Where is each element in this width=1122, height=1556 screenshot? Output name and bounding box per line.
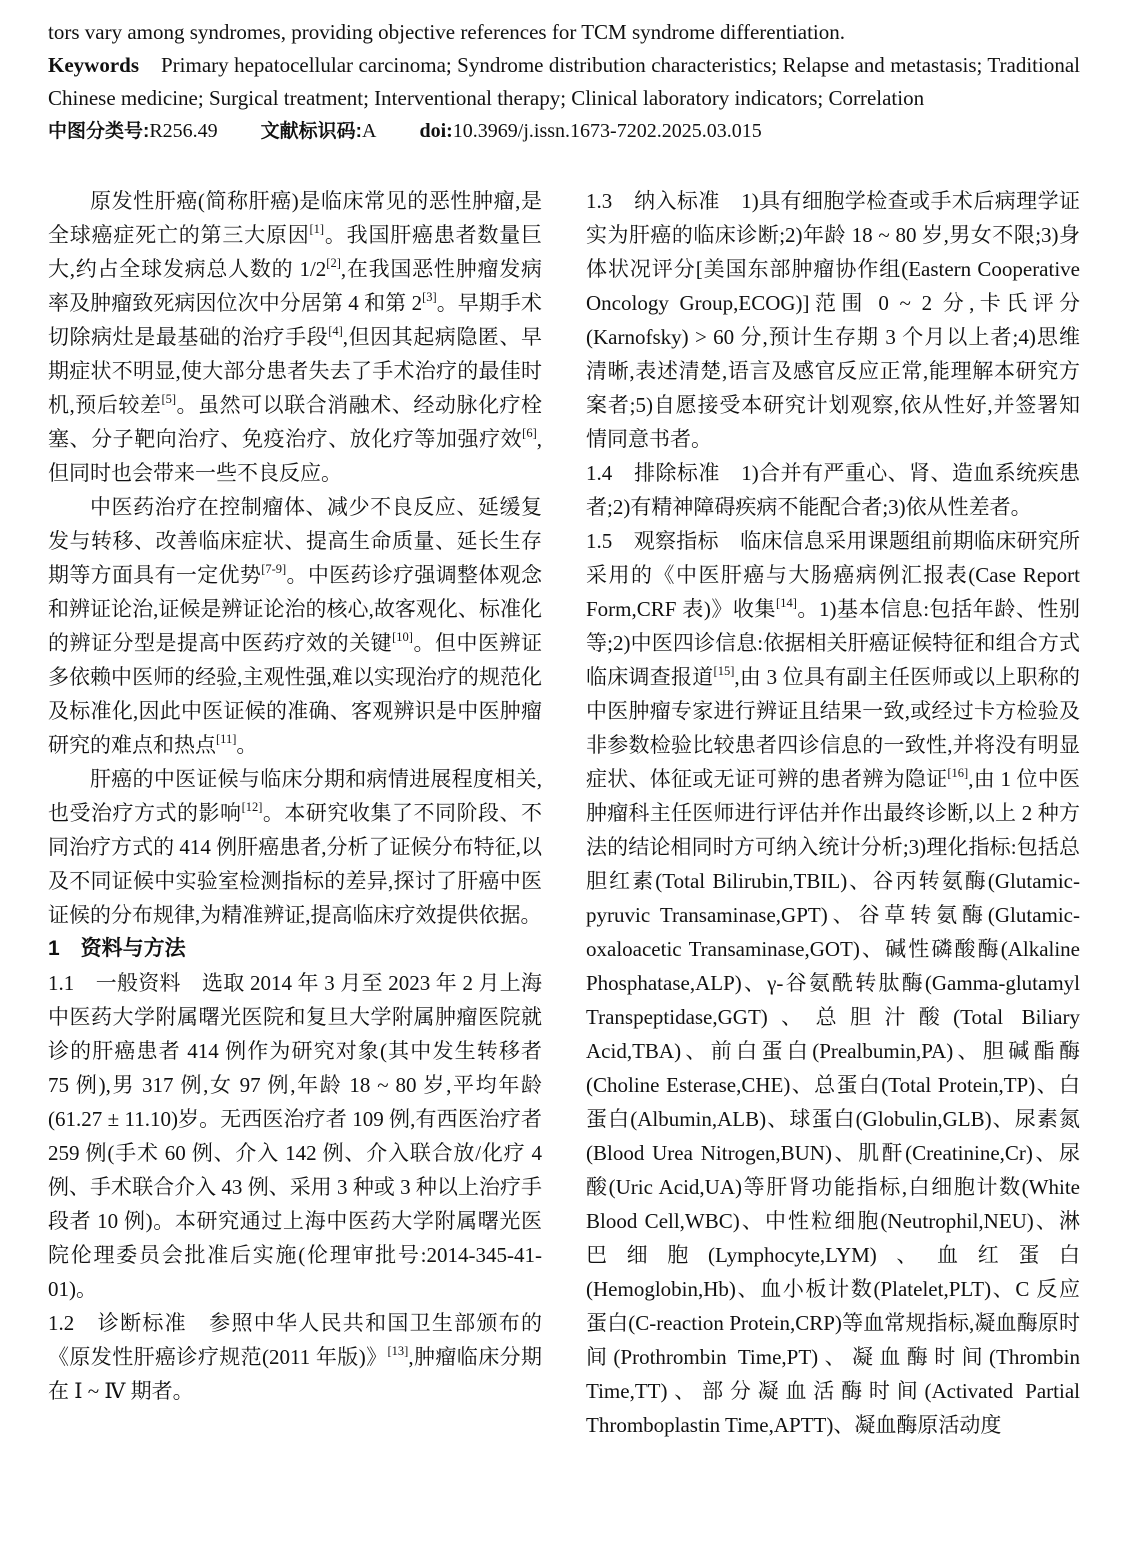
subsection-inclusion-criteria: 1.3 纳入标准 1)具有细胞学检查或手术后病理学证实为肝癌的临床诊断;2)年龄 18 ~ 80 岁,男女不限;3)身体状况评分[美国东部肿瘤协作组(Eastern Cooperative Oncology Group,ECOG)]范围 0 ~ 2 分,卡氏评分(Karnofsky) > 60 分,预计生存期 3 个月以上者;4)思维清晰,表述清楚,语言及感官反应正常,能理解本研究方案者;5)自愿接受本研究计划观察,依从性好,并签署知情同意书者。 bbox=[586, 189, 1080, 451]
classification-doi-line bbox=[48, 115, 1080, 148]
doi-group bbox=[419, 120, 761, 142]
subsection-exclusion-criteria: 1.4 排除标准 1)合并有严重心、肾、造血系统疾患者;2)有精神障碍疾病不能配合者;3)依从性差者。 bbox=[586, 461, 1080, 519]
section-heading-materials-methods: 1 资料与方法 bbox=[48, 937, 186, 960]
doc-code-label: 文献标识码: bbox=[260, 121, 362, 142]
doc-code-value: A bbox=[362, 120, 377, 142]
keywords-line bbox=[48, 49, 1080, 115]
article-header bbox=[48, 16, 1080, 148]
right-column bbox=[586, 184, 1080, 1442]
subsection-diagnostic-criteria: 1.2 诊断标准 参照中华人民共和国卫生部颁布的《原发性肝癌诊疗规范(2011 年版)》[13],肿瘤临床分期在 Ⅰ ~ Ⅳ 期者。 bbox=[48, 1311, 542, 1403]
doi-value: 10.3969/j.issn.1673-7202.2025.03.015 bbox=[452, 120, 762, 142]
subsection-observation-indicators: 1.5 观察指标 临床信息采用课题组前期临床研究所采用的《中医肝癌与大肠癌病例汇报表(Case Report Form,CRF 表)》收集[14]。1)基本信息:包括年龄、性别等;2)中医四诊信息:依据相关肝癌证候特征和组合方式临床调查报道[15],由 3 位具有副主任医师或以上职称的中医肿瘤专家进行辨证且结果一致,或经过卡方检验及非参数检验比较患者四诊信息的一致性,并将没有明显症状、体征或无证可辨的患者辨为隐证[16],由 1 位中医肿瘤科主任医师进行评估并作出最终诊断,以上 2 种方法的结论相同时方可纳入统计分析;3)理化指标:包括总胆红素(Total Bilirubin,TBIL)、谷丙转氨酶(Glutamic-pyruvic Transaminase,GPT)、谷草转氨酶(Glutamic-oxaloacetic Transaminase,GOT)、碱性磷酸酶(Alkaline Phosphatase,ALP)、γ-谷氨酰转肽酶(Gamma-glutamyl Transpeptidase,GGT)、总胆汁酸(Total Biliary Acid,TBA)、前白蛋白(Prealbumin,PA)、胆碱酯酶(Choline Esterase,CHE)、总蛋白(Total Protein,TP)、白蛋白(Albumin,ALB)、球蛋白(Globulin,GLB)、尿素氮(Blood Urea Nitrogen,BUN)、肌酐(Creatinine,Cr)、尿酸(Uric Acid,UA)等肝肾功能指标,白细胞计数(White Blood Cell,WBC)、中性粒细胞(Neutrophil,NEU)、淋巴细胞(Lymphocyte,LYM)、血红蛋白(Hemoglobin,Hb)、血小板计数(Platelet,PLT)、C 反应蛋白(C-reaction Protein,CRP)等血常规指标,凝血酶原时间(Prothrombin Time,PT)、凝血酶时间(Thrombin Time,TT)、部分凝血活酶时间(Activated Partial Thromboplastin Time,APTT)、凝血酶原活动度 bbox=[586, 529, 1081, 1437]
keywords-label: Keywords bbox=[48, 53, 139, 77]
clc-label: 中图分类号: bbox=[48, 121, 150, 142]
abstract-continuation-line: tors vary among syndromes, providing objective references for TCM syndrome differentiation. bbox=[48, 20, 846, 44]
left-column bbox=[48, 184, 542, 1442]
doi-label: doi: bbox=[419, 120, 453, 142]
intro-paragraph-3: 肝癌的中医证候与临床分期和病情进展程度相关,也受治疗方式的影响[12]。本研究收集了不同阶段、不同治疗方式的 414 例肝癌患者,分析了证候分布特征,以及不同证候中实验室检测指标的差异,探讨了肝癌中医证候的分布规律,为精准辨证,提高临床疗效提供依据。 bbox=[48, 767, 543, 927]
clc-value: R256.49 bbox=[149, 120, 218, 142]
two-column-body bbox=[48, 184, 1080, 1442]
keywords-text: Primary hepatocellular carcinoma; Syndrome distribution characteristics; Relapse and metastasis; Traditional Chinese medicine; Surgical treatment; Interventional therapy; Clinical laboratory indicators; Correlation bbox=[48, 53, 1080, 110]
doc-code-group bbox=[261, 120, 377, 142]
clc-group bbox=[48, 120, 218, 142]
intro-paragraph-1: 原发性肝癌(简称肝癌)是临床常见的恶性肿瘤,是全球癌症死亡的第三大原因[1]。我国肝癌患者数量巨大,约占全球发病总人数的 1/2[2],在我国恶性肿瘤发病率及肿瘤致死病因位次中分居第 4 和第 2[3]。早期手术切除病灶是最基础的治疗手段[4],但因其起病隐匿、早期症状不明显,使大部分患者失去了手术治疗的最佳时机,预后较差[5]。虽然可以联合消融术、经动脉化疗栓塞、分子靶向治疗、免疫治疗、放化疗等加强疗效[6],但同时也会带来一些不良反应。 bbox=[48, 189, 543, 485]
intro-paragraph-2: 中医药治疗在控制瘤体、减少不良反应、延缓复发与转移、改善临床症状、提高生命质量、延长生存期等方面具有一定优势[7-9]。中医药诊疗强调整体观念和辨证论治,证候是辨证论治的核心,故客观化、标准化的辨证分型是提高中医药疗效的关键[10]。但中医辨证多依赖中医师的经验,主观性强,难以实现治疗的规范化及标准化,因此中医证候的准确、客观辨识是中医肿瘤研究的难点和热点[11]。 bbox=[48, 495, 543, 757]
subsection-general-data: 1.1 一般资料 选取 2014 年 3 月至 2023 年 2 月上海中医药大学附属曙光医院和复旦大学附属肿瘤医院就诊的肝癌患者 414 例作为研究对象(其中发生转移者 75 例),男 317 例,女 97 例,年龄 18 ~ 80 岁,平均年龄(61.27 ± 11.10)岁。无西医治疗者 109 例,有西医治疗者 259 例(手术 60 例、介入 142 例、介入联合放/化疗 4 例、手术联合介入 43 例、采用 3 种或 3 种以上治疗手段者 10 例)。本研究通过上海中医药大学附属曙光医院伦理委员会批准后实施(伦理审批号:2014-345-41-01)。 bbox=[48, 971, 542, 1301]
